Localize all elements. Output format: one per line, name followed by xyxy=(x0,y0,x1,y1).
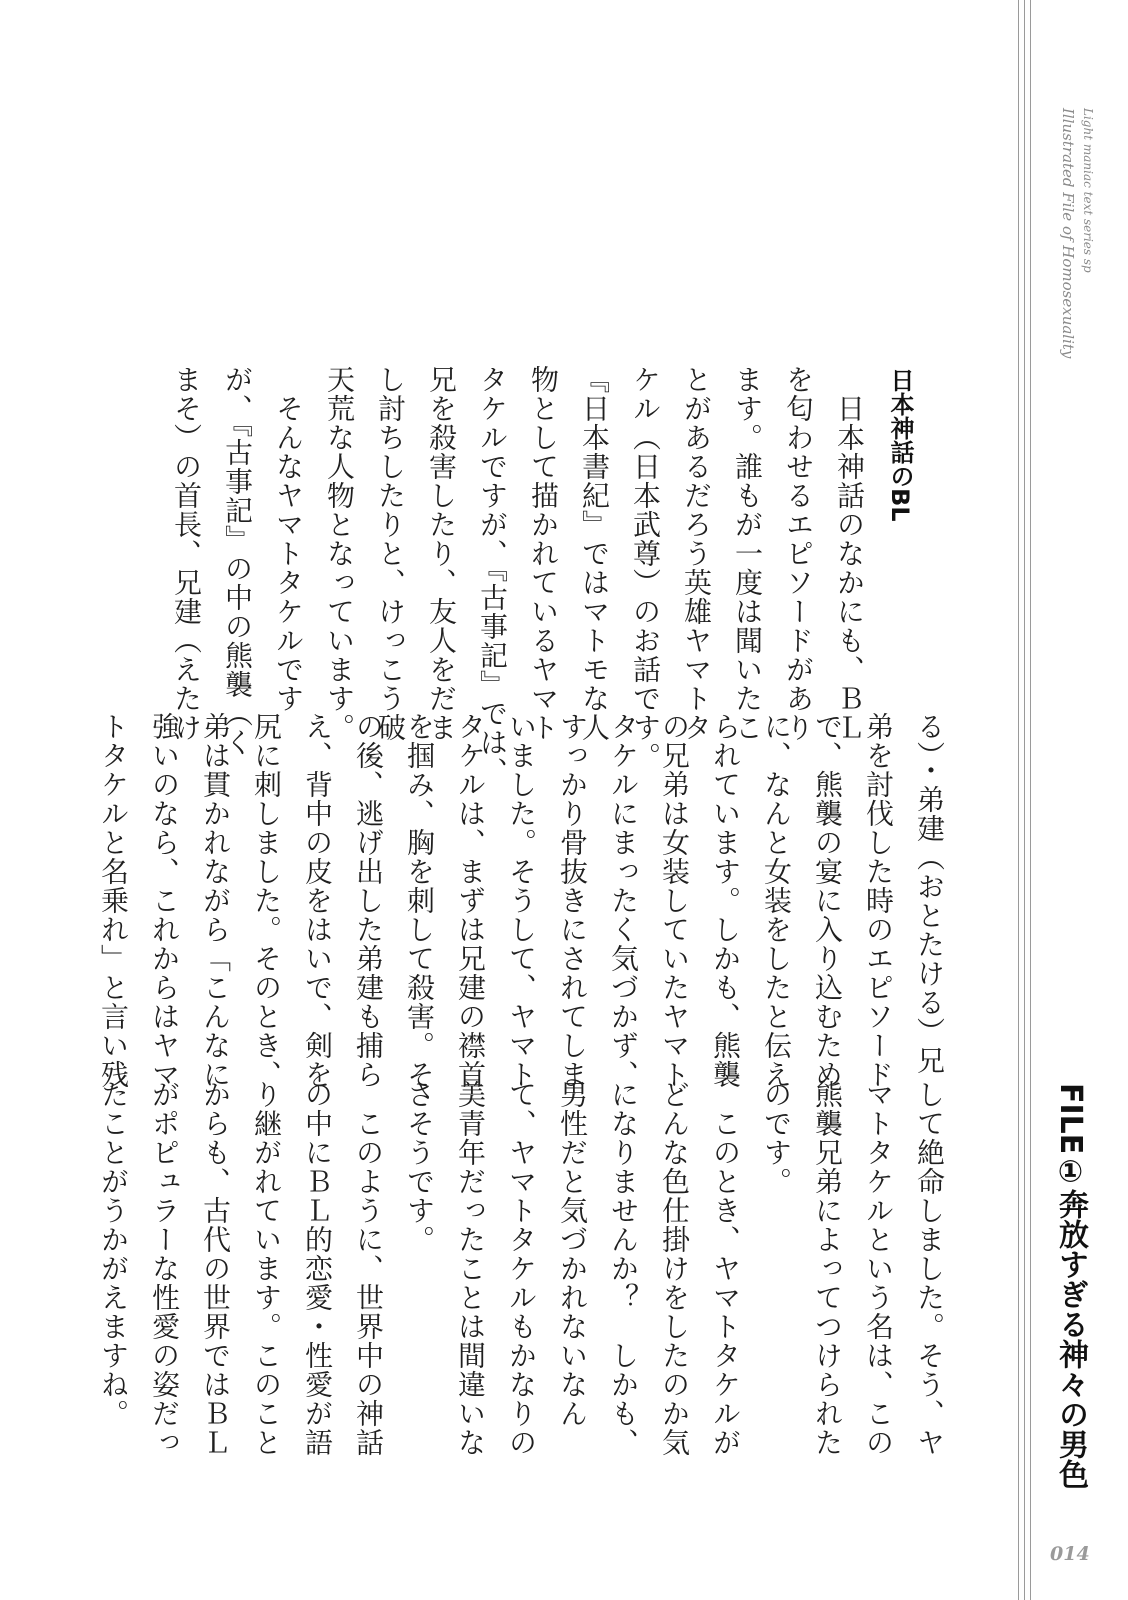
text-line: たことがうかがえますね。 xyxy=(97,1080,130,1428)
body-text-block-1 xyxy=(115,365,875,786)
text-line: タケルですが、『古事記』では、 xyxy=(476,365,509,786)
text-line: のです。 xyxy=(760,1080,793,1196)
text-line: 日本神話のなかにも、ＢＬ xyxy=(833,365,866,742)
text-line: ケル（日本武尊）のお話です。 xyxy=(629,365,662,771)
margin-rule-3 xyxy=(1030,0,1031,1600)
text-line: る）・弟建（おとたける）兄 xyxy=(913,712,946,1075)
series-subtitle: Illustrated File of Homosexuality xyxy=(1059,108,1077,359)
text-line: このとき、ヤマトタケルが xyxy=(709,1080,742,1457)
text-line: が、『古事記』の中の熊襲（く xyxy=(221,365,254,757)
section-heading: 日本神話のBL xyxy=(886,368,914,522)
text-line: 兄を殺害したり、友人をだま xyxy=(425,365,458,742)
text-line: られています。しかも、熊襲 xyxy=(709,712,742,1089)
text-line: ます。誰もが一度は聞いたこ xyxy=(731,365,764,742)
text-line: さそうです。 xyxy=(403,1080,436,1254)
text-line: を掴み、胸を刺して殺害。そ xyxy=(403,712,436,1089)
text-line: に、なんと女装をしたと伝え xyxy=(760,712,793,1089)
text-line: して絶命しました。そう、ヤ xyxy=(913,1080,946,1457)
text-line: からも、古代の世界ではＢＬ xyxy=(199,1080,232,1457)
series-title: Light maniac text series sp xyxy=(1081,108,1095,273)
text-line: 物として描かれているヤマト xyxy=(527,365,560,742)
text-line: すっかり骨抜きにされてしま xyxy=(556,712,589,1089)
text-line: 尻に刺しました。そのとき、 xyxy=(250,712,283,1089)
text-line: 弟を討伐した時のエピソード xyxy=(862,712,895,1089)
page-number: 014 xyxy=(1050,1543,1090,1565)
text-line: 熊襲兄弟によってつけられた xyxy=(811,1080,844,1457)
text-line: どんな色仕掛けをしたのか気 xyxy=(658,1080,691,1457)
text-line: タケルは、まずは兄建の襟首 xyxy=(454,712,487,1089)
text-line: て、ヤマトタケルもかなりの xyxy=(505,1080,538,1457)
text-line: 美青年だったことは間違いな xyxy=(454,1080,487,1457)
text-line: いました。そうして、ヤマト xyxy=(505,712,538,1089)
text-line: そんなヤマトタケルです xyxy=(272,365,305,713)
text-line: の後、逃げ出した弟建も捕ら xyxy=(352,712,385,1089)
text-line: タケルにまったく気づかず、 xyxy=(607,712,640,1089)
text-line: とがあるだろう英雄ヤマトタ xyxy=(680,365,713,742)
margin-rule-2 xyxy=(1024,0,1025,1600)
text-line: 男性だと気づかれないなん xyxy=(556,1080,589,1428)
text-line: 天荒な人物となっています。 xyxy=(323,365,356,742)
margin-rule-1 xyxy=(1018,0,1019,1600)
text-line: を匂わせるエピソードがあり xyxy=(782,365,815,742)
text-line: 弟は貫かれながら「こんなに xyxy=(199,712,232,1089)
text-line: の中にＢＬ的恋愛・性愛が語 xyxy=(301,1080,334,1457)
text-line: の兄弟は女装していたヤマト xyxy=(658,712,691,1089)
text-line: 強いのなら、これからはヤマ xyxy=(148,712,181,1089)
text-line: え、背中の皮をはいで、剣を xyxy=(301,712,334,1089)
text-line: 『日本書紀』ではマトモな人 xyxy=(578,365,611,742)
text-line: し討ちしたりと、けっこう破 xyxy=(374,365,407,742)
text-line: がポピュラーな性愛の姿だっ xyxy=(148,1080,181,1457)
text-line: このように、世界中の神話 xyxy=(352,1080,385,1457)
text-line: で、熊襲の宴に入り込むため xyxy=(811,712,844,1089)
text-line: トタケルと名乗れ」と言い残 xyxy=(97,712,130,1089)
text-line: まそ）の首長、兄建（えたけ xyxy=(170,365,203,742)
body-text-block-3 xyxy=(97,1080,955,1500)
chapter-title: FILE①奔放すぎる神々の男色 xyxy=(1053,1083,1088,1490)
text-line: マトタケルという名は、この xyxy=(862,1080,895,1457)
text-line: り継がれています。このこと xyxy=(250,1080,283,1457)
text-line: になりませんか？ しかも、 xyxy=(607,1080,640,1457)
